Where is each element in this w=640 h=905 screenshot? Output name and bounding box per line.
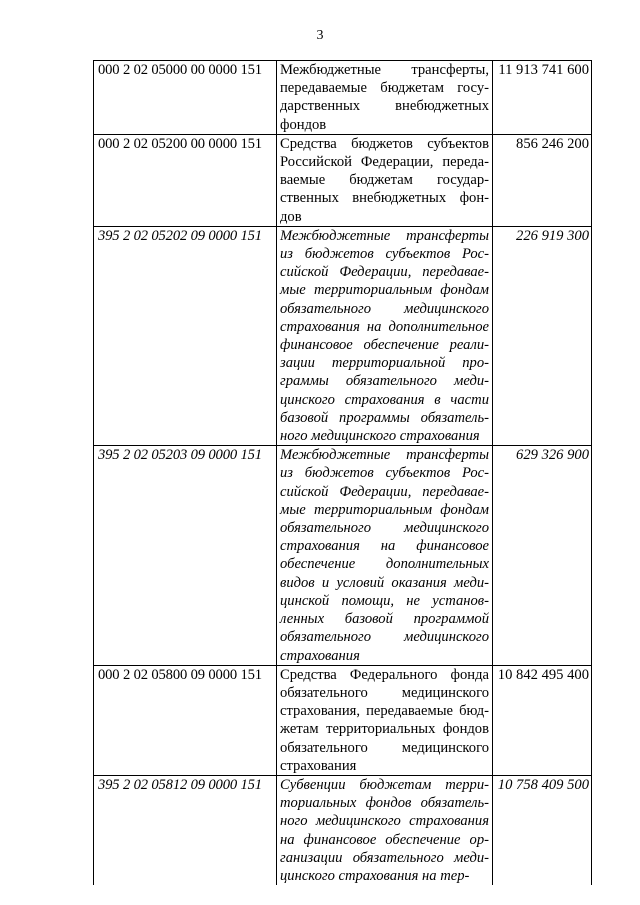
description-line: ториальных фондов обязатель-	[280, 795, 489, 812]
table-row	[94, 134, 592, 226]
amount-value: 11 913 741 600	[493, 61, 592, 135]
description-line: обеспечение дополнительных	[280, 556, 489, 573]
amount-value: 226 919 300	[493, 226, 592, 445]
description-line: зации территориальной про-	[280, 355, 489, 372]
description-line: на финансовое обеспечение ор-	[280, 831, 489, 848]
description-line: страхования, передаваемые бюд-	[280, 703, 489, 720]
classification-code: 395 2 02 05812 09 0000 151	[94, 775, 277, 885]
description-line: ленных базовой программой	[280, 611, 489, 628]
description-line: страхования	[280, 647, 360, 664]
description-line: ваемые бюджетам государ-	[280, 172, 489, 189]
description-line: Межбюджетные трансферты,	[280, 62, 489, 78]
table-row	[94, 775, 592, 885]
income-description	[277, 446, 493, 665]
description-line: ганизации обязательного меди-	[280, 849, 489, 866]
classification-code: 395 2 02 05203 09 0000 151	[94, 446, 277, 665]
page-number: 3	[316, 28, 324, 43]
description-line: ного медицинского страхования	[280, 813, 489, 830]
table-row	[94, 665, 592, 775]
description-line: Российской Федерации, переда-	[280, 154, 489, 171]
classification-code: 000 2 02 05000 00 0000 151	[94, 61, 277, 135]
description-line: страхования	[280, 757, 357, 774]
description-line: мые территориальным фондам	[280, 501, 489, 518]
description-line: Межбюджетные трансферты	[280, 447, 489, 464]
description-line: граммы обязательного меди-	[280, 373, 489, 390]
description-line: сийской Федерации, передавае-	[280, 483, 489, 500]
description-line: сийской Федерации, передавае-	[280, 264, 489, 281]
amount-value: 10 842 495 400	[493, 665, 592, 775]
description-line: Средства Федерального фонда	[280, 666, 489, 683]
description-line: страхования на финансовое	[280, 538, 489, 555]
description-line: дарственных внебюджетных	[280, 98, 489, 115]
table-row	[94, 226, 592, 445]
description-line: из бюджетов субъектов Рос-	[280, 246, 489, 263]
description-line: передаваемые бюджетам госу-	[280, 80, 489, 97]
table-row	[94, 61, 592, 135]
description-line: обязательного медицинского	[280, 629, 489, 646]
description-line: дов	[280, 208, 302, 225]
classification-code: 000 2 02 05800 09 0000 151	[94, 665, 277, 775]
income-description	[277, 775, 493, 885]
description-line: цинского страхования в части	[280, 391, 489, 408]
description-line: фондов	[280, 116, 327, 133]
description-line: из бюджетов субъектов Рос-	[280, 465, 489, 482]
income-description	[277, 61, 493, 135]
income-description	[277, 665, 493, 775]
description-line: жетам территориальных фондов	[280, 721, 489, 738]
description-line: ного медицинского страхования	[280, 428, 480, 445]
income-description	[277, 134, 493, 226]
description-line: обязательного медицинского	[280, 300, 489, 317]
description-line: обязательного медицинского	[280, 739, 489, 756]
classification-code: 000 2 02 05200 00 0000 151	[94, 134, 277, 226]
description-line: Средства бюджетов субъектов	[280, 135, 489, 152]
amount-value: 10 758 409 500	[493, 775, 592, 885]
description-line: Субвенции бюджетам терри-	[280, 776, 489, 793]
amount-value: 856 246 200	[493, 134, 592, 226]
description-line: цинской помощи, не установ-	[280, 592, 489, 609]
description-line: видов и условий оказания меди-	[280, 574, 489, 591]
description-line: Межбюджетные трансферты	[280, 227, 489, 244]
table-row	[94, 446, 592, 665]
description-line: ственных внебюджетных фон-	[280, 190, 489, 207]
description-line: обязательного медицинского	[280, 684, 489, 701]
income-description	[277, 226, 493, 445]
description-line: базовой программы обязатель-	[280, 409, 489, 426]
description-line: обязательного медицинского	[280, 520, 489, 537]
description-line: цинского страхования на тер-	[280, 867, 470, 884]
description-line: финансовое обеспечение реали-	[280, 337, 489, 354]
classification-code: 395 2 02 05202 09 0000 151	[94, 226, 277, 445]
amount-value: 629 326 900	[493, 446, 592, 665]
description-line: страхования на дополнительное	[280, 318, 489, 335]
description-line: мые территориальным фондам	[280, 282, 489, 299]
budget-table	[93, 60, 592, 885]
